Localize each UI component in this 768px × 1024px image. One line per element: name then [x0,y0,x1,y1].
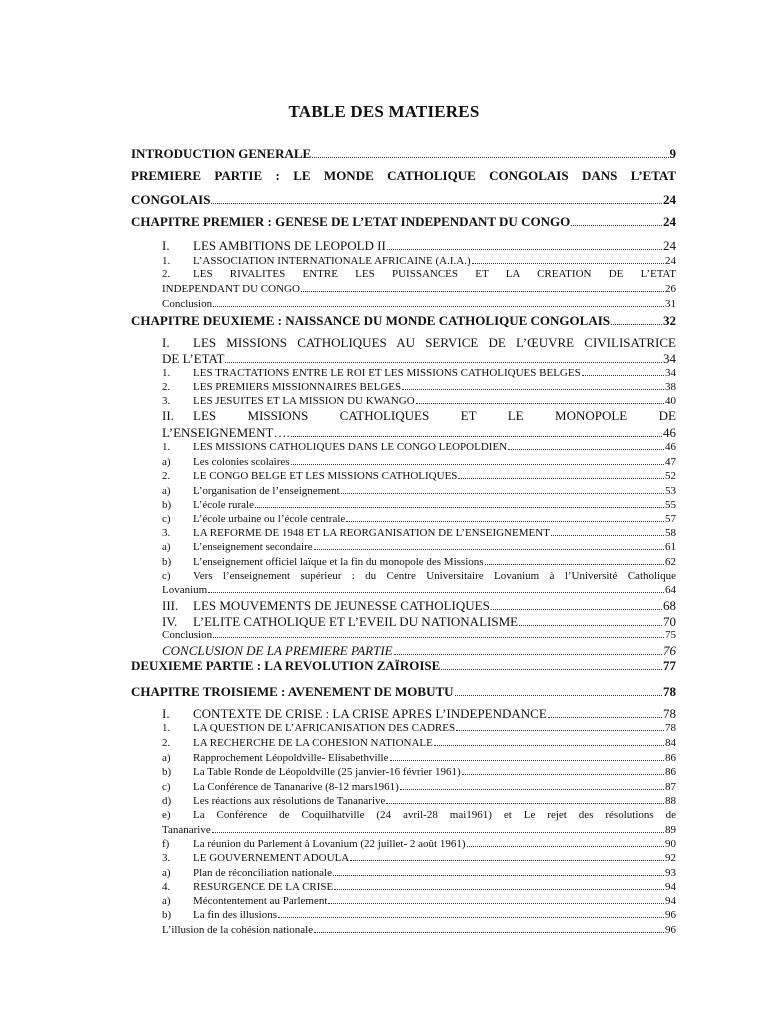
toc-entry-number: 3. [162,852,171,864]
toc-entry-title: LES MISSIONS CATHOLIQUES DANS LE CONGO LEOPOLDIEN [193,441,508,453]
toc-entry[interactable] [162,541,676,553]
toc-entry-title: Mécontentement au Parlement [193,895,328,907]
toc-entry[interactable] [162,335,676,351]
toc-entry-number: a) [162,456,171,468]
toc-entry-number: c) [162,781,171,793]
dot-leader [328,903,664,904]
toc-entry[interactable] [162,570,676,582]
toc-entry-number: III. [162,598,179,613]
dot-leader [458,478,664,479]
toc-entry-title: La Conférence de Tananarive (8-12 mars1961) [193,781,399,793]
toc-entry-title: L’école rurale [193,499,254,511]
toc-entry-page: 86 [665,766,676,778]
dot-leader [390,760,665,761]
toc-entry-number: b) [162,499,172,511]
toc-entry[interactable] [162,766,676,778]
toc-entry-number: I. [162,335,170,350]
dot-leader [334,889,664,890]
toc-entry[interactable] [162,737,676,749]
dot-leader [341,493,664,494]
toc-entry[interactable] [131,684,676,700]
toc-entry-title: Plan de réconciliation nationale [193,867,332,879]
toc-entry-page: 78 [663,684,676,699]
toc-entry-page: 55 [665,499,676,511]
toc-entry-title: CHAPITRE PREMIER : GENESE DE L’ETAT INDEPENDANT DU CONGO [131,214,571,229]
toc-entry-page: 38 [665,381,676,393]
toc-entry[interactable] [162,722,676,734]
toc-entry[interactable] [162,351,676,367]
toc-entry-title: L’ENSEIGNEMENT…. [162,425,290,440]
toc-entry-title: Conclusion [162,629,213,641]
toc-entry-page: 89 [665,824,676,836]
toc-entry-page: 52 [665,470,676,482]
toc-entry-page: 78 [663,706,676,721]
toc-entry[interactable] [131,658,676,674]
toc-entry-number: b) [162,556,172,568]
toc-entry-title: CHAPITRE DEUXIEME : NAISSANCE DU MONDE CATHOLIQUE CONGOLAIS [131,313,611,328]
toc-entry-page: 9 [669,146,676,161]
toc-entry-number: a) [162,541,171,553]
toc-entry-title: LES MISSIONS CATHOLIQUES AU SERVICE DE L’ŒUVRE CIVILISATRICE [193,335,676,350]
toc-entry-number: b) [162,766,172,778]
toc-entry-title: DEUXIEME PARTIE : LA REVOLUTION ZAÏROISE [131,658,441,673]
toc-entry-page: 24 [663,192,676,207]
toc-entry-number: IV. [162,614,178,629]
dot-leader [255,507,664,508]
dot-leader [212,832,664,833]
dot-leader [400,789,664,790]
toc-entry-number: f) [162,838,170,850]
toc-entry-page: 26 [665,283,676,295]
toc-entry[interactable] [162,867,676,879]
toc-entry-title: L’organisation de l’enseignement [193,485,340,497]
toc-entry-page: 68 [663,598,676,613]
toc-entry[interactable] [162,255,676,267]
dot-leader [402,389,664,390]
toc-entry-title: LES TRACTATIONS ENTRE LE ROI ET LES MISSIONS CATHOLIQUES BELGES [193,367,581,379]
dot-leader [485,564,664,565]
dot-leader [225,362,662,363]
toc-entry-title: RESURGENCE DE LA CRISE [193,881,334,893]
dot-leader [416,403,664,404]
toc-entry-page: 64 [665,584,676,596]
toc-entry-page: 77 [663,658,676,673]
toc-entry-title: DE L’ETAT [162,351,225,366]
toc-entry-title: LE GOUVERNEMENT ADOULA [193,852,350,864]
toc-entry[interactable] [162,614,676,630]
dot-leader [333,875,664,876]
toc-entry-title: INDEPENDANT DU CONGO [162,283,300,295]
toc-entry-page: 90 [665,838,676,850]
toc-entry-title: L’enseignement secondaire [193,541,313,553]
toc-entry-page: 93 [665,867,676,879]
toc-entry-number: 2. [162,737,171,749]
dot-leader [519,625,662,626]
toc-entry[interactable] [162,824,676,836]
toc-entry-number: c) [162,513,171,525]
dot-leader [611,324,662,325]
dot-leader [394,654,662,655]
dot-leader [386,803,664,804]
toc-entry[interactable] [162,408,676,424]
toc-entry-number: 3. [162,395,171,407]
toc-entry-page: 94 [665,895,676,907]
toc-entry-number: II. [162,408,174,423]
toc-entry-page: 87 [665,781,676,793]
dot-leader [213,306,664,307]
toc-entry-title: LES MOUVEMENTS DE JEUNESSE CATHOLIQUES [193,598,490,613]
dot-leader [462,774,664,775]
toc-entry-title: LES PREMIERS MISSIONNAIRES BELGES [193,381,402,393]
toc-entry-number: e) [162,809,171,821]
toc-entry[interactable] [162,499,676,511]
dot-leader [314,549,664,550]
toc-entry[interactable] [162,706,676,722]
toc-entry-title: Les réactions aux résolutions de Tananarive [193,795,386,807]
dot-leader [434,745,664,746]
toc-entry-page: 94 [665,881,676,893]
toc-entry-title: Vers l’enseignement supérieur : du Centre Universitaire Lovanium à l’Université Catholique [193,570,676,582]
toc-entry[interactable] [162,556,676,568]
dot-leader [456,730,664,731]
toc-entry-title: INTRODUCTION GENERALE [131,146,312,161]
toc-entry-page: 70 [663,614,676,629]
toc-entry-page: 24 [663,214,676,229]
toc-entry-title: La Conférence de Coquilhatville (24 avril-28 mai1961) et Le rejet des résolutions de [193,809,676,821]
page-title: TABLE DES MATIERES [288,102,480,121]
toc-entry-page: 75 [665,629,676,641]
dot-leader [551,535,664,536]
dot-leader [508,449,664,450]
toc-entry-page: 24 [663,238,676,253]
toc-entry[interactable] [162,485,676,497]
toc-entry[interactable] [162,629,676,641]
toc-entry-title: L’illusion de la cohésion nationale [162,924,314,936]
toc-entry-title: L’enseignement officiel laïque et la fin du monopole des Missions [193,556,484,568]
toc-entry[interactable] [131,168,676,184]
toc-entry-number: 1. [162,367,171,379]
toc-entry-page: 86 [665,752,676,764]
toc-entry-title: Lovanium [162,584,208,596]
toc-entry[interactable] [162,924,676,936]
toc-entry[interactable] [162,838,676,850]
dot-leader [208,592,664,593]
dot-leader [571,225,662,226]
toc-entry-number: 2. [162,381,171,393]
toc-entry-page: 92 [665,852,676,864]
toc-entry-title: La Table Ronde de Léopoldville (25 janvier-16 février 1961) [193,766,461,778]
toc-entry[interactable] [162,527,676,539]
toc-entry[interactable] [162,781,676,793]
toc-entry[interactable] [162,395,676,407]
toc-entry-page: 88 [665,795,676,807]
toc-entry-page: 61 [665,541,676,553]
toc-entry-number: I. [162,238,170,253]
toc-entry-number: 1. [162,255,171,267]
toc-entry-page: 96 [665,909,676,921]
dot-leader [491,609,662,610]
toc-entry[interactable] [162,238,676,254]
toc-entry[interactable] [162,381,676,393]
toc-entry-number: d) [162,795,172,807]
toc-entry-number: 2. [162,470,171,482]
toc-entry-page: 57 [665,513,676,525]
toc-entry-title: Les colonies scolaires [193,456,290,468]
toc-entry-page: 78 [665,722,676,734]
toc-entry-page: 62 [665,556,676,568]
toc-entry-number: b) [162,909,172,921]
dot-leader [211,203,662,204]
toc-entry-title: Conclusion [162,298,213,310]
toc-entry[interactable] [162,881,676,893]
toc-entry-page: 40 [665,395,676,407]
toc-entry-title: LE CONGO BELGE ET LES MISSIONS CATHOLIQUES [193,470,458,482]
dot-leader [213,637,664,638]
toc-entry-page: 53 [665,485,676,497]
toc-entry-title: CONGOLAIS [131,192,211,207]
toc-entry[interactable] [162,441,676,453]
dot-leader [582,375,664,376]
toc-entry-title: La fin des illusions [193,909,278,921]
toc-entry-title: CHAPITRE TROISIEME : AVENEMENT DE MOBUTU [131,684,454,699]
toc-entry[interactable] [162,795,676,807]
dot-leader [350,860,664,861]
dot-leader [387,249,662,250]
dot-leader [278,917,664,918]
toc-entry-number: a) [162,485,171,497]
dot-leader [291,436,662,437]
toc-entry-title: L’école urbaine ou l’école centrale [193,513,346,525]
toc-entry-number: 3. [162,527,171,539]
toc-entry[interactable] [162,598,676,614]
toc-entry[interactable] [131,192,676,208]
dot-leader [548,717,662,718]
toc-entry[interactable] [162,367,676,379]
toc-entry[interactable] [162,470,676,482]
toc-entry-title: La réunion du Parlement à Lovanium (22 juillet- 2 août 1961) [193,838,466,850]
toc-entry-title: L’ASSOCIATION INTERNATIONALE AFRICAINE (A.I.A.) [193,255,471,267]
dot-leader [472,263,664,264]
dot-leader [291,464,664,465]
toc-entry-number: 1. [162,441,171,453]
toc-entry[interactable] [162,809,676,821]
toc-entry-title: LA QUESTION DE L’AFRICANISATION DES CADRES [193,722,456,734]
toc-entry[interactable] [162,643,676,659]
toc-entry-title: LES MISSIONS CATHOLIQUES ET LE MONOPOLE DE [193,408,676,423]
toc-entry-number: a) [162,895,171,907]
toc-entry-page: 46 [665,441,676,453]
toc-entry[interactable] [162,895,676,907]
dot-leader [312,157,668,158]
toc-entry[interactable] [162,584,676,596]
toc-entry-title: L’ELITE CATHOLIQUE ET L’EVEIL DU NATIONALISME [193,614,519,629]
toc-entry-page: 84 [665,737,676,749]
toc-entry-title: Rapprochement Léopoldville- Elisabethville [193,752,389,764]
toc-entry-number: a) [162,867,171,879]
toc-entry[interactable] [131,214,676,230]
toc-entry-number: I. [162,706,170,721]
toc-entry-page: 47 [665,456,676,468]
toc-entry-title: LA RECHERCHE DE LA COHESION NATIONALE [193,737,433,749]
toc-entry-page: 46 [663,425,676,440]
toc-entry-page: 34 [665,367,676,379]
toc-entry[interactable] [162,268,676,280]
toc-entry-number: a) [162,752,171,764]
toc-entry-page: 34 [663,351,676,366]
toc-entry[interactable] [162,425,676,441]
toc-entry-title: LES AMBITIONS DE LEOPOLD II [193,238,386,253]
toc-entry[interactable] [131,146,676,162]
toc-entry[interactable] [162,456,676,468]
dot-leader [455,695,662,696]
dot-leader [441,669,662,670]
toc-entry-number: 2. [162,268,171,280]
toc-entry-title: PREMIERE PARTIE : LE MONDE CATHOLIQUE CONGOLAIS DANS L’ETAT [131,168,676,183]
toc-entry[interactable] [162,909,676,921]
toc-entry-title: LES RIVALITES ENTRE LES PUISSANCES ET LA CREATION DE L’ETAT [193,268,676,280]
toc-entry-page: 32 [663,313,676,328]
toc-entry[interactable] [162,513,676,525]
dot-leader [314,932,664,933]
dot-leader [301,291,664,292]
toc-entry-page: 96 [665,924,676,936]
toc-entry[interactable] [162,283,676,295]
toc-entry[interactable] [162,298,676,310]
toc-entry-number: c) [162,570,171,582]
toc-entry-number: 4. [162,881,171,893]
toc-entry-page: 58 [665,527,676,539]
toc-entry-page: 24 [665,255,676,267]
toc-entry-title: CONTEXTE DE CRISE : LA CRISE APRES L’INDEPENDANCE [193,706,547,721]
dot-leader [346,521,664,522]
toc-entry[interactable] [162,752,676,764]
toc-entry-title: LA REFORME DE 1948 ET LA REORGANISATION DE L’ENSEIGNEMENT [193,527,550,539]
dot-leader [467,846,665,847]
toc-entry-title: CONCLUSION DE LA PREMIERE PARTIE [162,643,393,658]
toc-entry[interactable] [131,313,676,329]
toc-entry-title: LES JESUITES ET LA MISSION DU KWANGO [193,395,415,407]
toc-entry-page: 76 [663,643,676,658]
toc-entry-title: Tananarive [162,824,211,836]
toc-entry-page: 31 [665,298,676,310]
toc-entry[interactable] [162,852,676,864]
toc-entry-number: 1. [162,722,171,734]
